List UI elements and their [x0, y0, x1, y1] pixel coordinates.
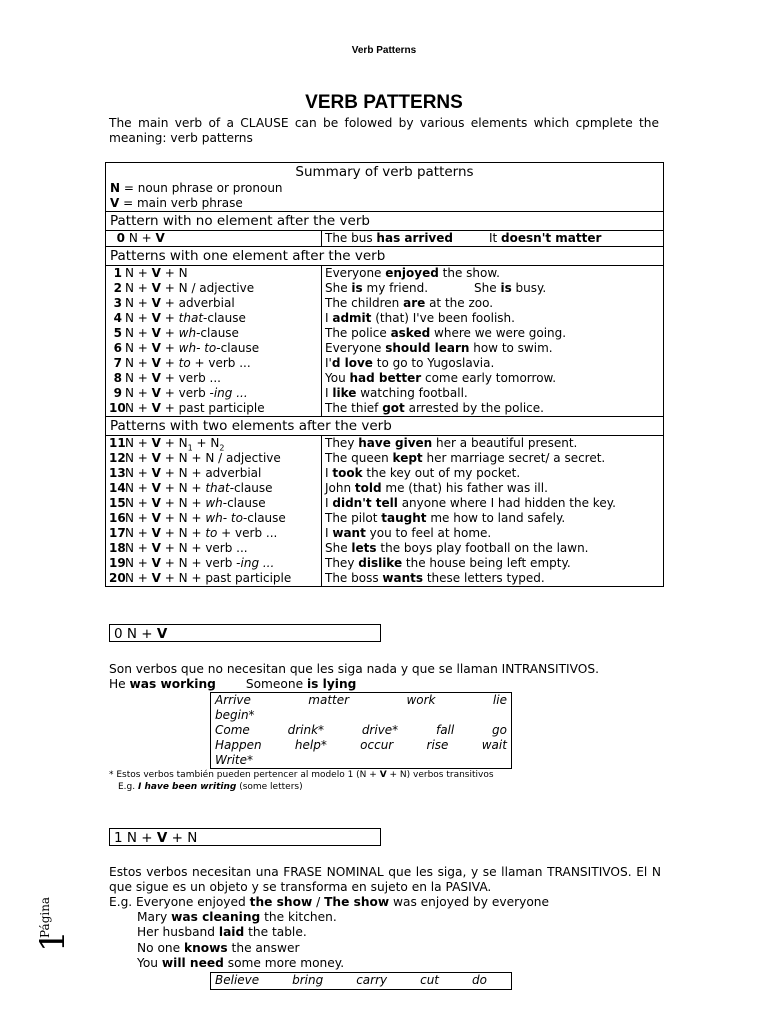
pattern-row [106, 266, 663, 282]
pattern-example: John told me (that) his father was ill. [325, 481, 548, 495]
pattern-formula: 0 N + V [106, 231, 322, 247]
section0-examples: He was working Someone is lying [109, 677, 357, 691]
verb-row: Arrive matter work lie [215, 693, 507, 707]
pattern-row [106, 341, 663, 356]
pattern-formula: 20N + V + N + past participle [106, 571, 322, 586]
pattern-formula: 10N + V + past participle [106, 401, 322, 416]
pattern-formula: 12N + V + N + N / adjective [106, 451, 322, 466]
definition-v: V = main verb phrase [110, 196, 243, 210]
pattern-formula: 13N + V + N + adverbial [106, 466, 322, 481]
verb-row: Believe bring carry cut do [215, 973, 487, 987]
pattern-formula: 3 N + V + adverbial [106, 296, 322, 311]
pattern-row [106, 371, 663, 386]
pattern-0-box: 0 N + V [109, 624, 381, 642]
definition-n: N = noun phrase or pronoun [110, 181, 283, 195]
pattern-formula: 15N + V + N + wh-clause [106, 496, 322, 511]
pattern-formula: 2 N + V + N / adjective [106, 281, 322, 296]
pattern-example: The children are at the zoo. [325, 296, 494, 310]
pattern-formula: 1 N + V + N [106, 266, 322, 282]
pattern-0-table [106, 230, 663, 246]
pattern-example: I'd love to go to Yugoslavia. [325, 356, 495, 370]
intransitive-verbs-box [210, 692, 512, 769]
pattern-row [106, 451, 663, 466]
pattern-formula: 7 N + V + to + verb ... [106, 356, 322, 371]
page-label: Página [38, 896, 52, 938]
pattern-formula: 17N + V + N + to + verb ... [106, 526, 322, 541]
pattern-example: You had better come early tomorrow. [325, 371, 557, 385]
section-heading-one-element: Patterns with one element after the verb [106, 246, 663, 265]
pattern-row [106, 481, 663, 496]
pattern-example: The pilot taught me how to land safely. [325, 511, 566, 525]
section-heading-two-elements: Patterns with two elements after the verb [106, 416, 663, 435]
pattern-formula: 5 N + V + wh-clause [106, 326, 322, 341]
verb-row: begin* [215, 708, 255, 722]
pattern-formula: 8 N + V + verb ... [106, 371, 322, 386]
pattern-row [106, 556, 663, 571]
pattern-example: I didn't tell anyone where I had hidden the key. [325, 496, 616, 510]
pattern-example: I want you to feel at home. [325, 526, 492, 540]
pattern-example: Everyone enjoyed the show. [322, 266, 664, 282]
section-heading-no-element: Pattern with no element after the verb [106, 211, 663, 230]
pattern-formula: 16N + V + N + wh- to-clause [106, 511, 322, 526]
pattern-example: The thief got arrested by the police. [325, 401, 544, 415]
summary-table [105, 162, 664, 587]
pattern-example: The boss wants these letters typed. [325, 571, 545, 585]
pattern-formula: 14N + V + N + that-clause [106, 481, 322, 496]
pattern-row [106, 526, 663, 541]
pattern-1-box: 1 N + V + N [109, 828, 381, 846]
pattern-example: They dislike the house being left empty. [325, 556, 571, 570]
footnote: * Estos verbos también pueden pertencer al modelo 1 (N + V + N) verbos transitivos [109, 770, 494, 780]
pattern-example: She is my friend. She is busy. [325, 281, 547, 295]
section0-paragraph: Son verbos que no necesitan que les siga nada y que se llaman INTRANSITIVOS. [109, 662, 599, 676]
transitive-verbs-box [210, 972, 512, 990]
section1-example-line: E.g. Everyone enjoyed the show / The show was enjoyed by everyone [109, 895, 549, 909]
section1-paragraph: Estos verbos necesitan una FRASE NOMINAL que les siga, y se llaman TRANSITIVOS. El N que sigue es un objeto y se transforma en sujeto en la PASIVA. [109, 865, 661, 895]
example-sentence: You will need some more money. [137, 955, 345, 970]
pattern-row [106, 281, 663, 296]
verb-row: Write* [215, 753, 254, 767]
verb-row: Happen help* occur rise wait [215, 738, 507, 752]
pattern-formula: 9 N + V + verb -ing ... [106, 386, 322, 401]
example-sentence: Her husband laid the table. [137, 925, 307, 940]
pattern-row [106, 466, 663, 481]
pattern-row [106, 231, 663, 247]
pattern-example: Everyone should learn how to swim. [325, 341, 553, 355]
pattern-example: I like watching football. [325, 386, 468, 400]
pattern-formula: 18N + V + N + verb ... [106, 541, 322, 556]
pattern-row [106, 356, 663, 371]
pattern-example: I admit (that) I've been foolish. [325, 311, 515, 325]
pattern-row [106, 511, 663, 526]
running-header: Verb Patterns [351, 45, 417, 56]
pattern-example: The police asked where we were going. [325, 326, 567, 340]
pattern-row [106, 326, 663, 341]
pattern-example: The bus has arrived It doesn't matter [322, 231, 664, 247]
pattern-row [106, 571, 663, 586]
pattern-formula: 19N + V + N + verb -ing ... [106, 556, 322, 571]
footnote-example: E.g. I have been writing (some letters) [118, 782, 303, 792]
example-sentence: Mary was cleaning the kitchen. [137, 910, 337, 924]
pattern-formula: 6 N + V + wh- to-clause [106, 341, 322, 356]
verb-row: Come drink* drive* fall go [215, 723, 507, 737]
pattern-example: She lets the boys play football on the lawn. [325, 541, 589, 555]
pattern-example: The queen kept her marriage secret/ a secret. [325, 451, 606, 465]
pattern-row [106, 436, 663, 452]
pattern-row [106, 386, 663, 401]
pattern-row [106, 296, 663, 311]
patterns-one-table [106, 265, 663, 416]
pattern-formula: $11N + V + N_1 + N_2$ [106, 436, 322, 452]
page-number: 1 [33, 930, 73, 952]
intro-paragraph: The main verb of a CLAUSE can be folowed by various elements which cpmplete the meaning: verb patterns [109, 116, 659, 145]
example-sentence: No one knows the answer [137, 940, 300, 955]
pattern-example: They have given her a beautiful present. [322, 436, 664, 452]
patterns-two-table [106, 435, 663, 586]
page-title: VERB PATTERNS [305, 92, 463, 113]
pattern-row [106, 401, 663, 416]
pattern-row [106, 496, 663, 511]
pattern-row [106, 311, 663, 326]
pattern-formula: 4 N + V + that-clause [106, 311, 322, 326]
summary-caption: Summary of verb patterns [295, 164, 474, 180]
pattern-row [106, 541, 663, 556]
section1-examples [109, 910, 661, 971]
pattern-example: I took the key out of my pocket. [325, 466, 521, 480]
